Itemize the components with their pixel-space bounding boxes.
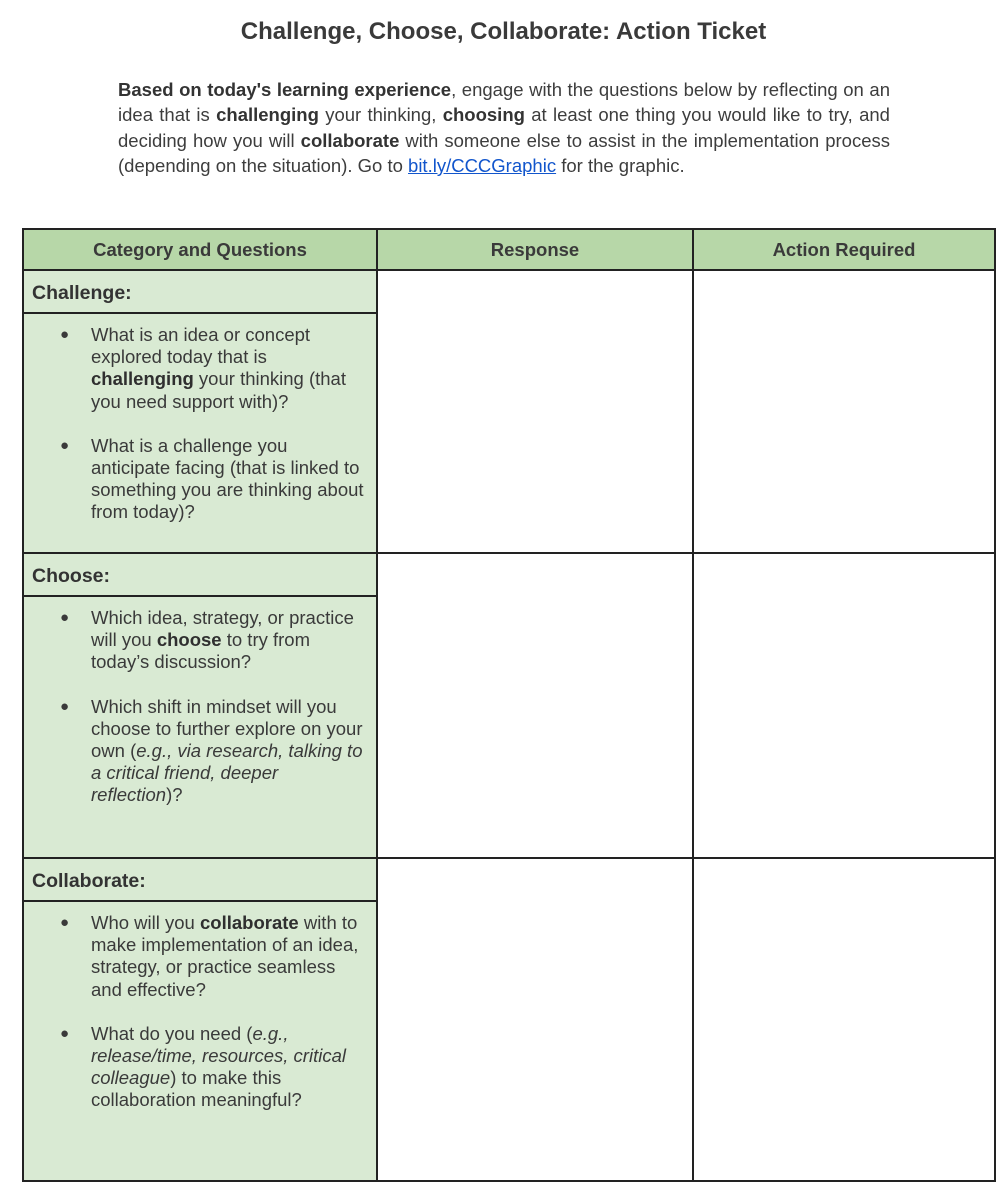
action-cell-challenge[interactable] <box>693 270 995 553</box>
intro-text: with someone else to assist in the implementation process (depending on the situation). Go to <box>118 129 890 176</box>
action-cell-collaborate[interactable] <box>693 858 995 1181</box>
intro-paragraph <box>118 77 890 178</box>
table-row-collaborate <box>23 858 995 1181</box>
bullet-icon: ● <box>60 326 70 343</box>
action-cell-choose[interactable] <box>693 553 995 858</box>
bullet-icon: ● <box>60 697 70 715</box>
header-action: Action Required <box>693 229 995 270</box>
list-item: ● What is a challenge you anticipate facing (that is linked to something you are thinking about from today)? <box>60 434 364 523</box>
bullet-icon: ● <box>60 436 70 454</box>
intro-text: for the graphic. <box>556 154 685 176</box>
table-row-choose <box>23 553 995 858</box>
intro-text: at least one thing you would like to try, and deciding how you will <box>118 104 890 151</box>
bullet-icon: ● <box>60 609 70 626</box>
question-list <box>24 324 366 524</box>
bullet-icon: ● <box>60 914 70 931</box>
list-item: ● Who will you collaborate with to make implementation of an idea, strategy, or practice seamless and effective? <box>60 912 359 1000</box>
list-item: ● What do you need (e.g., release/time, resources, critical colleague) to make this collaboration meaningful? <box>60 1022 346 1111</box>
bullet-icon: ● <box>60 1024 70 1042</box>
question-list <box>24 607 366 807</box>
page-title: Challenge, Choose, Collaborate: Action Ticket <box>240 18 767 45</box>
list-item: ● Which idea, strategy, or practice will you choose to try from today’s discussion? <box>60 607 354 673</box>
graphic-link[interactable]: bit.ly/CCCGraphic <box>408 154 557 176</box>
response-cell-collaborate[interactable] <box>377 858 693 1181</box>
list-item: ● What is an idea or concept explored today that is challenging your thinking (that you need support with)? <box>60 324 346 412</box>
intro-bold: choosing <box>442 104 525 126</box>
category-cell-collaborate <box>23 858 377 1181</box>
category-label-collaborate: Collaborate: <box>24 859 376 902</box>
question-list <box>24 912 366 1112</box>
action-ticket-table <box>22 228 996 1182</box>
list-item: ● Which shift in mindset will you choose to further explore on your own (e.g., via research, talking to a critical friend, deeper reflection)? <box>60 695 363 806</box>
intro-bold: collaborate <box>300 129 400 151</box>
intro-bold: challenging <box>216 104 319 126</box>
response-cell-choose[interactable] <box>377 553 693 858</box>
header-row <box>23 229 995 270</box>
category-label-challenge: Challenge: <box>24 271 376 314</box>
category-label-choose: Choose: <box>24 554 376 597</box>
intro-text: , engage with the questions below by reflecting on an idea that is <box>118 79 890 126</box>
header-response: Response <box>377 229 693 270</box>
table-row-challenge <box>23 270 995 553</box>
intro-text: your thinking, <box>318 104 443 126</box>
category-cell-challenge <box>23 270 377 553</box>
header-category: Category and Questions <box>23 229 377 270</box>
category-cell-choose <box>23 553 377 858</box>
intro-bold-lead: Based on today's learning experience <box>118 79 452 100</box>
response-cell-challenge[interactable] <box>377 270 693 553</box>
